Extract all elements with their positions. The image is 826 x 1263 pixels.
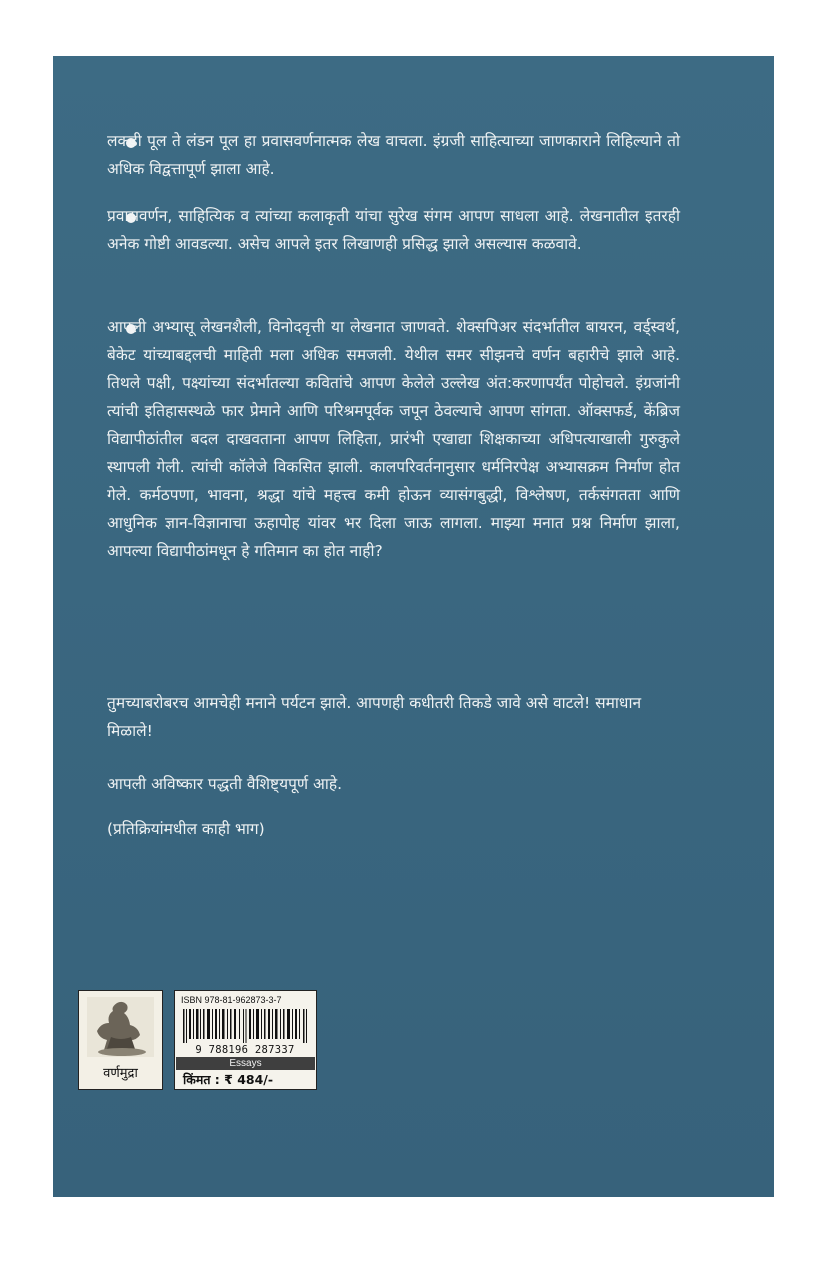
barcode <box>181 1009 309 1043</box>
paragraph-5: आपली अविष्कार पद्धती वैशिष्ट्यपूर्ण आहे. <box>107 775 343 793</box>
paragraph-4: तुमच्याबरोबरच आमचेही मनाने पर्यटन झाले. आपणही कधीतरी तिकडे जावे असे वाटले! समाधान मिळाले! <box>107 694 642 740</box>
isbn-block <box>174 990 317 1090</box>
category-label: Essays <box>176 1057 315 1070</box>
sculpture-image <box>87 997 154 1057</box>
isbn-number: ISBN 978-81-962873-3-7 <box>181 995 282 1005</box>
price: किंमत : ₹ 484/- <box>183 1072 274 1087</box>
publisher-logo <box>78 990 163 1090</box>
publisher-name: वर्णमुद्रा <box>103 1066 138 1081</box>
excerpt-note: (प्रतिक्रियांमधील काही भाग) <box>107 820 265 838</box>
review-3: आपली अभ्यासू लेखनशैली, विनोदवृत्ती या लेखनात जाणवते. शेक्सपिअर संदर्भातील बायरन, वर्ड्स्वर्थ, बेकेट यांच्याबद्दलची माहिती मला अधिक समजली. येथील समर सीझनचे वर्णन बहारीचे झाले आहे. तिथले पक्षी, पक्ष्यांच्या संदर्भातल्या कवितांचे आपण केलेले उल्लेख अंत:करणापर्यंत पोहोचले. इंग्रजांनी त्यांची इतिहासस्थळे फार प्रेमाने आणि परिश्रमपूर्वक जपून ठेवल्याचे आपण सांगता. ऑक्सफर्ड, केंब्रिज विद्यापीठांतील बदल दाखवताना आपण लिहिता, प्रारंभी एखाद्या शिक्षकाच्या अधिपत्याखाली गुरुकुले स्थापली गेली. त्यांची कॉलेजे विकसित झाली. कालपरिवर्तनानुसार धर्मनिरपेक्ष अभ्यासक्रम निर्माण होत गेले. कर्मठपणा, भावना, श्रद्धा यांचे महत्त्व कमी होऊन व्यासंगबुद्धी, विश्लेषण, तर्कसंगतता आणि आधुनिक ज्ञान-विज्ञानाचा ऊहापोह यांवर भर दिला जाऊ लागला. माझ्या मनात प्रश्न निर्माण झाला, आपल्या विद्यापीठांमधून हे गतिमान का होत नाही? <box>107 318 680 560</box>
review-1: लकडी पूल ते लंडन पूल हा प्रवासवर्णनात्मक लेख वाचला. इंग्रजी साहित्याच्या जाणकाराने लिहिल्याने तो अधिक विद्वत्तापूर्ण झाला आहे. <box>107 132 680 178</box>
review-2: प्रवासवर्णन, साहित्यिक व त्यांच्या कलाकृती यांचा सुरेख संगम आपण साधला आहे. लेखनातील इतरही अनेक गोष्टी आवडल्या. असेच आपले इतर लिखाणही प्रसिद्ध झाले असल्यास कळवावे. <box>107 207 680 253</box>
barcode-number: 9 788196 287337 <box>195 1044 295 1056</box>
